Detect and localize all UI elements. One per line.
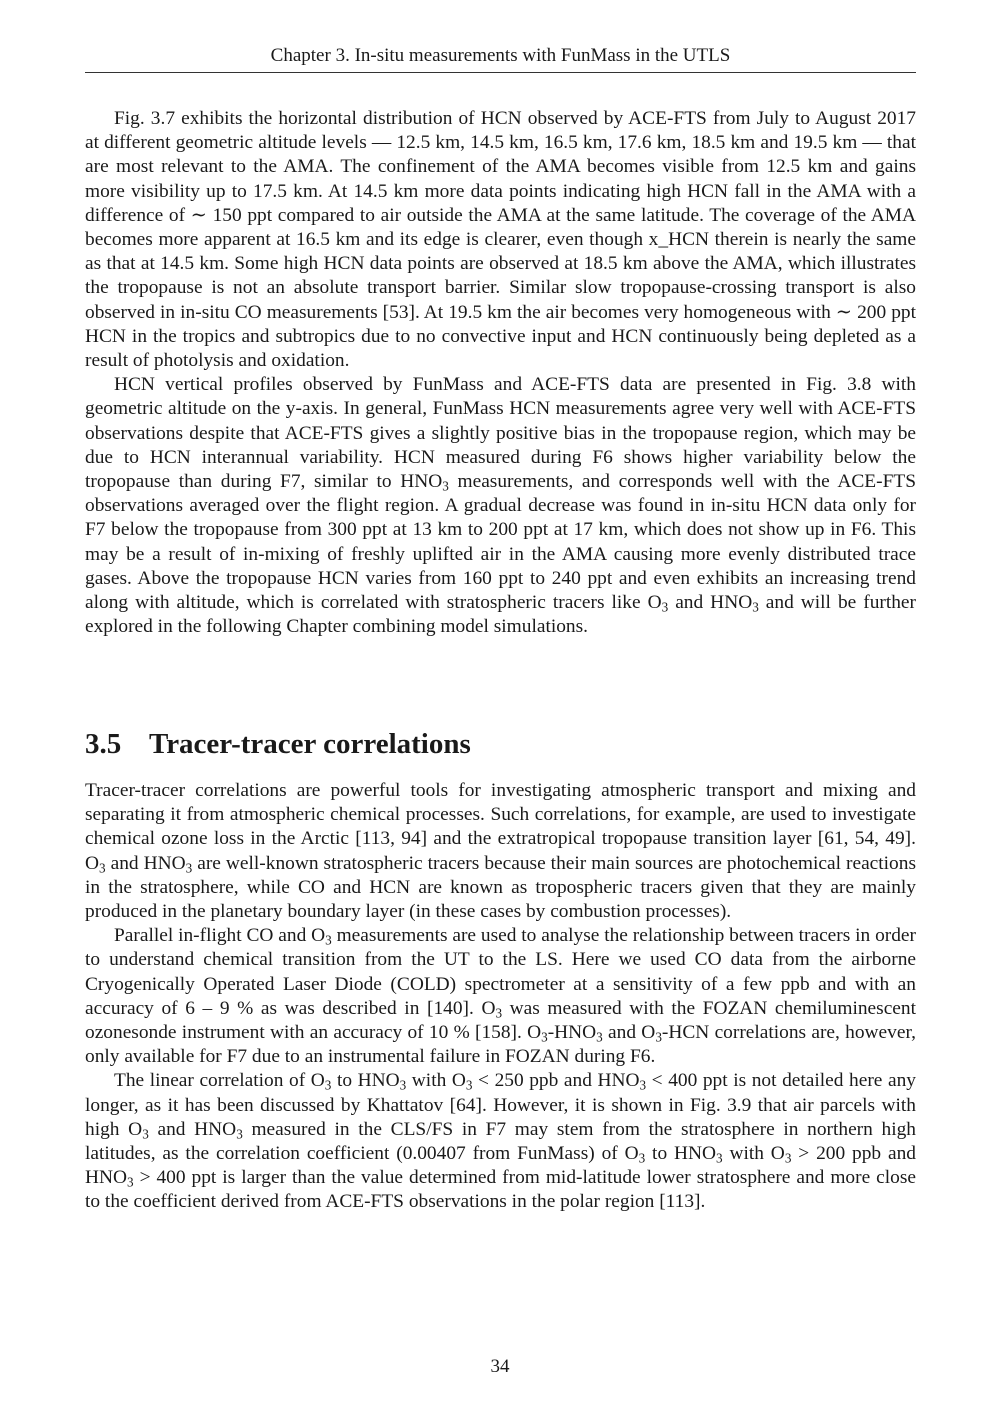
body-text-after-section [85,779,916,1215]
paragraph: Fig. 3.7 exhibits the horizontal distribution of HCN observed by ACE-FTS from July to August 2017 at different geometric altitude levels — 12.5 km, 14.5 km, 16.5 km, 17.6 km, 18.5 km and 19.5 km — that are most relevant to the AMA. The confinement of the AMA becomes visible from 12.5 km and gains more visibility up to 17.5 km. At 14.5 km more data points indicating high HCN fall in the AMA with a difference of ∼ 150 ppt compared to air outside the AMA at the same latitude. The coverage of the AMA becomes more apparent at 16.5 km and its edge is clearer, even though x_HCN therein is nearly the same as that at 14.5 km. Some high HCN data points are observed at 18.5 km above the AMA, which illustrates the tropopause is not an absolute transport barrier. Similar slow tropopause-crossing transport is also observed in in-situ CO measurements [53]. At 19.5 km the air becomes very homogeneous with ∼ 200 ppt HCN in the tropics and subtropics due to no convective input and HCN continuously being depleted as a result of photolysis and oxidation. [85,108,916,372]
paragraph: The linear correlation of $O_3$ to $HNO_3$ with $O_3 < 250$ ppb and $HNO_3 < 400$ ppt is not detailed here any longer, as it has been discussed by Khattatov [64]. However, it is shown in Fig. 3.9 that air parcels with high $O_3$ and $HNO_3$ measured in the CLS/FS in F7 may stem from the stratosphere in northern high latitudes, as the correlation coefficient (0.00407 from FunMass) of $O_3$ to $HNO_3$ with $O_3 > 200$ ppb and $HNO_3 > 400$ ppt is larger than the value determined from mid-latitude lower stratosphere and more close to the coefficient derived from ACE-FTS observations in the polar region [113]. [85,1070,917,1213]
running-head: Chapter 3. In-situ measurements with FunMass in the UTLS [270,45,731,66]
paragraph: HCN vertical profiles observed by FunMass and ACE-FTS data are presented in Fig. 3.8 with geometric altitude on the y-axis. In general, FunMass HCN measurements agree very well with ACE-FTS observations despite that ACE-FTS gives a slightly positive bias in the tropopause region, which may be due to HCN interannual variability. HCN measured during F6 shows higher variability below the tropopause than during F7, similar to $HNO_3$ measurements, and corresponds well with the ACE-FTS observations averaged over the flight region. A gradual decrease was found in in-situ HCN data only for F7 below the tropopause from 300 ppt at 13 km to 200 ppt at 17 km, which does not show up in F6. This may be a result of in-mixing of freshly uplifted air in the AMA causing more evenly distributed trace gases. Above the tropopause HCN varies from 160 ppt to 240 ppt and even exhibits an increasing trend along with altitude, which is correlated with stratospheric tracers like $O_3$ and $HNO_3$ and will be further explored in the following Chapter combining model simulations. [85,374,916,638]
section-heading [85,726,471,762]
paragraph: Parallel in-flight CO and $O_3$ measurements are used to analyse the relationship between tracers in order to understand chemical transition from the UT to the LS. Here we used CO data from the airborne Cryogenically Operated Laser Diode (COLD) spectrometer at a sensitivity of a few ppb and with an accuracy of 6 – 9 % as was described in [140]. $O_3$ was measured with the FOZAN chemiluminescent ozonesonde instrument with an accuracy of 10 % [158]. $O_3-HNO_3$ and $O_3$-HCN correlations are, however, only available for F7 due to an instrumental failure in FOZAN during F6. [85,925,916,1068]
paragraph: Tracer-tracer correlations are powerful tools for investigating atmospheric transport and mixing and separating it from atmospheric chemical processes. Such correlations, for example, are used to investigate chemical ozone loss in the Arctic [113, 94] and the extratropical tropopause transition layer [61, 54, 49]. $O_3$ and $HNO_3$ are well-known stratospheric tracers because their main sources are photochemical reactions in the stratosphere, while CO and HCN are known as tropospheric tracers given that they are mainly produced in the planetary boundary layer (in these cases by combustion processes). [85,780,916,923]
section-number: 3.5 [85,728,122,760]
body-text-before-section [85,107,916,639]
header-rule [85,72,916,73]
section-title: Tracer-tracer correlations [149,728,471,760]
page-number: 34 [490,1356,510,1377]
